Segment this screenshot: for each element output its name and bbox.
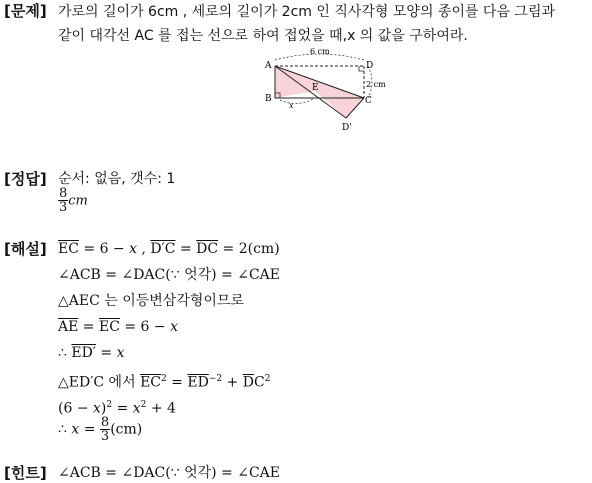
solution-line-7 <box>58 396 176 418</box>
text: = 6 − <box>78 241 130 257</box>
text: = <box>175 241 197 257</box>
label-a: A <box>265 61 272 71</box>
solution-line-5 <box>58 344 125 362</box>
exponent: −2 <box>208 374 223 384</box>
segment-dpc: D′C <box>150 241 176 257</box>
var-x: x <box>93 400 101 417</box>
segment-ec: $\overline{EC}$ <box>140 374 161 391</box>
solution-line-3: △AEC 는 이등변삼각형이므로 <box>58 293 244 309</box>
text: △ED′C 에서 <box>58 374 141 391</box>
problem-line-1: 가로의 길이가 6cm , 세로의 길이가 2cm 인 직사각형 모양의 종이를 다음 그림과 <box>58 4 556 20</box>
text: = <box>95 345 117 361</box>
therefore: ∴ <box>58 345 72 361</box>
var-x: x <box>129 241 138 257</box>
answer-meta: 순서: 없음, 갯수: 1 <box>58 171 176 187</box>
hint-label: [힌트] <box>4 464 47 482</box>
label-e: E <box>312 83 319 93</box>
var-x: x <box>71 421 80 438</box>
text: = <box>166 374 188 391</box>
text: + 4 <box>146 400 176 417</box>
var-x: x <box>132 400 141 417</box>
numerator: 8 <box>100 415 110 430</box>
problem-label: [문제] <box>4 2 47 20</box>
text: (6 − <box>58 400 93 417</box>
exponent: 2 <box>264 374 271 384</box>
segment-ec: $\overline{EC}$ <box>98 319 120 335</box>
x-dimension-arc <box>280 98 315 104</box>
text: = <box>79 421 100 438</box>
text: ) <box>100 400 107 417</box>
solution-line-2: ∠ACB = ∠DAC(∵ 엇각) = ∠CAE <box>58 267 280 283</box>
text: = 2(cm) <box>218 241 280 257</box>
hint-text: ∠ACB = ∠DAC(∵ 엇각) = ∠CAE <box>58 465 280 481</box>
segment-edp: ED′ <box>71 345 96 361</box>
text: , <box>137 241 151 257</box>
answer-fraction <box>58 187 68 214</box>
exponent: 2 <box>106 400 113 410</box>
text: = <box>78 319 99 335</box>
text: = 6 − <box>119 319 171 335</box>
solution-label: [해설] <box>4 240 47 258</box>
solution-line-1 <box>58 240 280 258</box>
segment-ec: $\overline{EC}$ <box>58 241 79 257</box>
segment-ed: $\overline{ED}$ <box>187 374 209 391</box>
label-c: C <box>365 96 372 106</box>
answer-value <box>58 187 88 214</box>
problem-line-2: 같이 대각선 AC 를 접는 선으로 하여 접었을 때,x 의 값을 구하여라. <box>58 28 468 44</box>
label-x: x <box>289 101 294 110</box>
text: + <box>222 374 243 391</box>
label-d: D <box>366 61 374 71</box>
solution-line-6 <box>58 370 270 392</box>
solution-fraction <box>100 416 110 443</box>
right-angle-d <box>359 66 364 71</box>
answer-numerator: 8 <box>59 186 68 201</box>
label-b: B <box>265 94 272 104</box>
answer-unit: cm <box>68 193 88 209</box>
text: (cm) <box>110 421 143 438</box>
label-d-prime: D' <box>342 123 352 133</box>
text: C <box>253 374 265 391</box>
answer-denominator: 3 <box>59 200 68 215</box>
rectangle-fold-figure <box>258 46 398 136</box>
segment-d: $\overline{D}$ <box>242 374 254 391</box>
segment-dc: $\overline{DC}$ <box>196 241 219 257</box>
solution-line-8 <box>58 416 142 443</box>
solution-line-4 <box>58 318 178 336</box>
denominator: 3 <box>100 429 110 444</box>
var-x: x <box>170 319 178 335</box>
answer-label: [정답] <box>4 170 47 188</box>
segment-ae: $\overline{AE}$ <box>58 319 79 335</box>
exponent: 2 <box>161 374 167 384</box>
label-side: 2 cm <box>366 80 386 89</box>
var-x: x <box>116 345 125 361</box>
label-top: 6 cm <box>310 47 330 56</box>
exponent: 2 <box>140 400 147 410</box>
text: = <box>112 400 133 417</box>
therefore: ∴ <box>58 421 72 438</box>
